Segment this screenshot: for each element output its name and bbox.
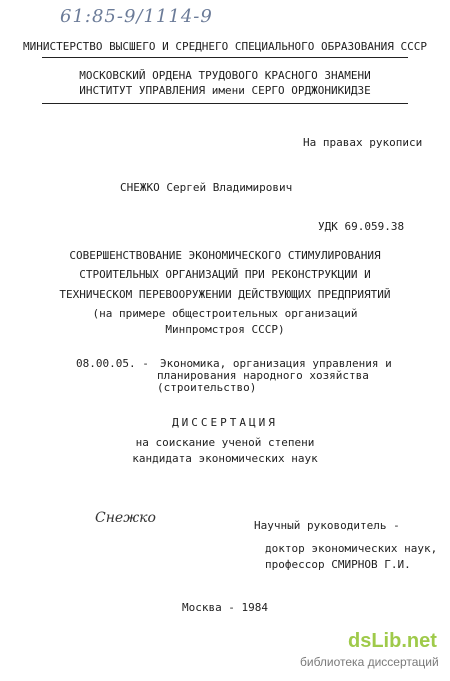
degree-line-2: кандидата экономических наук: [132, 452, 318, 465]
header-rule-top: [42, 57, 408, 58]
supervisor-degree: доктор экономических наук,: [265, 542, 438, 555]
title-line-3: ТЕХНИЧЕСКОМ ПЕРЕВООРУЖЕНИИ ДЕЙСТВУЮЩИХ ПРЕДПРИЯТИЙ: [59, 288, 391, 301]
document-type: ДИССЕРТАЦИЯ: [172, 416, 278, 429]
rights-note: На правах рукописи: [303, 136, 423, 149]
institute-line-1: МОСКОВСКИЙ ОРДЕНА ТРУДОВОГО КРАСНОГО ЗНАМЕНИ: [79, 69, 371, 82]
place-year: Москва - 1984: [181, 601, 269, 614]
title-subtitle-1: (на примере общестроительных организаций: [92, 307, 358, 320]
dslib-site-name: dsLib: [348, 630, 402, 652]
degree-line-1: на соискание ученой степени: [135, 436, 315, 449]
header-rule-bottom: [42, 103, 408, 104]
supervisor-label: Научный руководитель -: [254, 519, 400, 532]
author-name: СНЕЖКО Сергей Владимирович: [120, 181, 293, 194]
specialty-code: 08.00.05. -: [76, 357, 149, 370]
handwritten-signature: Снежко: [95, 510, 156, 526]
specialty-line-2: планирования народного хозяйства: [157, 369, 369, 382]
specialty-line-3: (строительство): [157, 381, 257, 394]
title-line-1: СОВЕРШЕНСТВОВАНИЕ ЭКОНОМИЧЕСКОГО СТИМУЛИРОВАНИЯ: [69, 249, 381, 262]
title-subtitle-2: Минпромстроя СССР): [165, 323, 285, 336]
dslib-watermark-logo: [348, 630, 437, 653]
ministry-line: МИНИСТЕРСТВО ВЫСШЕГО И СРЕДНЕГО СПЕЦИАЛЬНОГО ОБРАЗОВАНИЯ СССР: [23, 40, 427, 53]
archive-handwritten-note: 61:85-9/1114-9: [60, 6, 213, 27]
specialty-line-1: Экономика, организация управления и: [160, 357, 392, 370]
supervisor-name: профессор СМИРНОВ Г.И.: [265, 558, 411, 571]
dslib-site-tld: .net: [401, 630, 437, 652]
title-line-2: СТРОИТЕЛЬНЫХ ОРГАНИЗАЦИЙ ПРИ РЕКОНСТРУКЦИИ И: [79, 268, 371, 281]
udk-code: УДК 69.059.38: [318, 220, 405, 233]
institute-line-2: ИНСТИТУТ УПРАВЛЕНИЯ имени СЕРГО ОРДЖОНИКИДЗЕ: [79, 84, 371, 97]
dslib-watermark-caption: библиотека диссертаций: [300, 655, 439, 669]
